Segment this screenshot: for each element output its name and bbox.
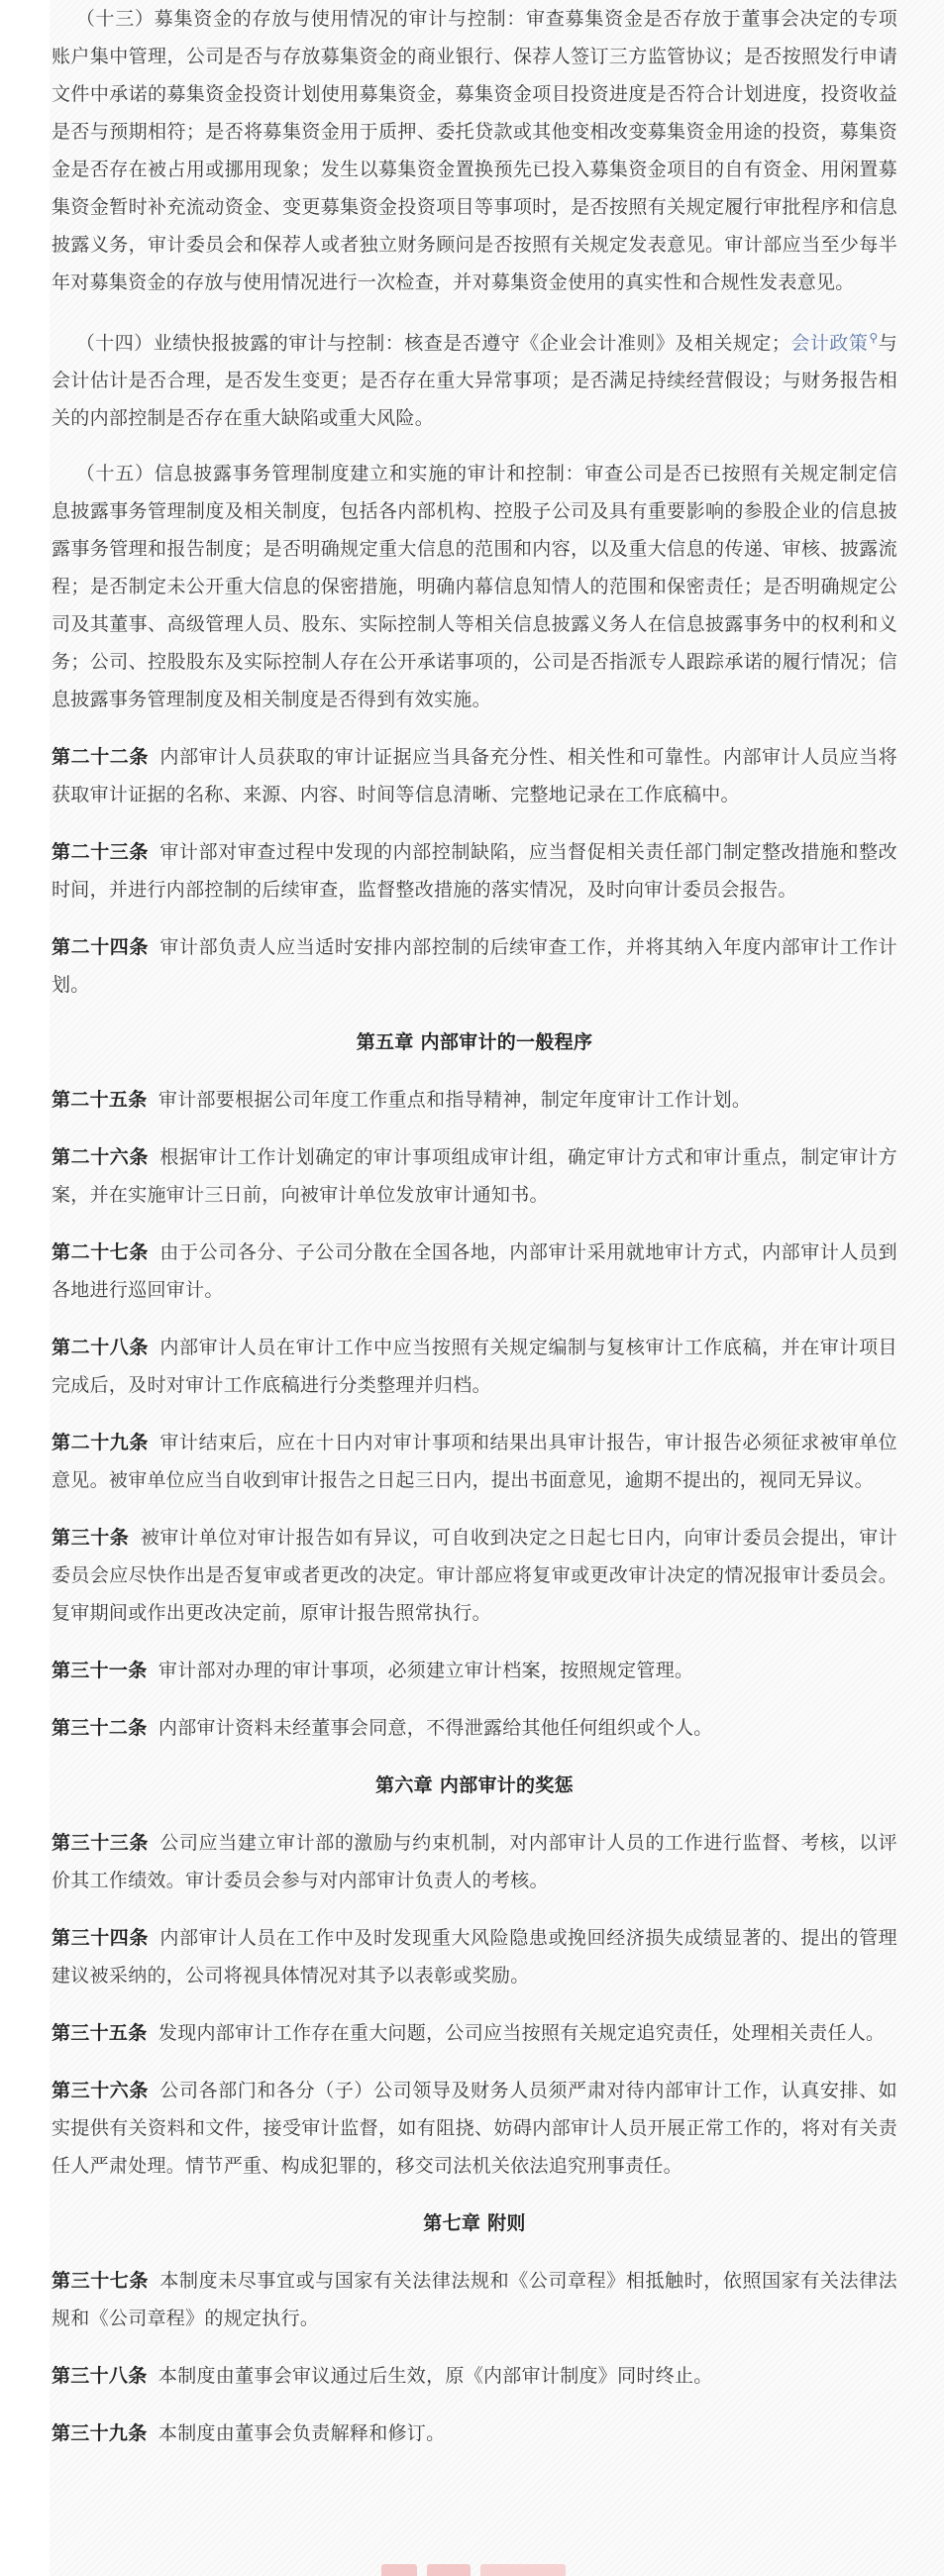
article-text: 审计部对办理的审计事项，必须建立审计档案，按照规定管理。 — [157, 1660, 694, 1682]
search-icon[interactable]: ⚲ — [869, 331, 879, 345]
article-text: 内部审计人员获取的审计证据应当具备充分性、相关性和可靠性。内部审计人员应当将获取审计证据的名称、来源、内容、时间等信息清晰、完整地记录在工作底稿中。 — [52, 746, 897, 806]
article-number: 第三十六条 — [52, 2080, 150, 2102]
article-text: 内部审计资料未经董事会同意，不得泄露给其他任何组织或个人。 — [157, 1717, 713, 1740]
article-text: 审计部负责人应当适时安排内部控制的后续审查工作，并将其纳入年度内部审计工作计划。 — [52, 936, 897, 997]
article-number: 第三十条 — [52, 1527, 130, 1550]
article-number: 第二十八条 — [52, 1337, 150, 1359]
article-22 — [52, 738, 897, 813]
footer-block — [427, 2564, 471, 2576]
article-text: 公司各部门和各分（子）公司领导及财务人员须严肃对待内部审计工作，认真安排、如实提供有关资料和文件，接受审计监督，如有阻挠、妨碍内部审计人员开展正常工作的，将对有关责任人严肃处理。情节严重、构成犯罪的，移交司法机关依法追究刑事责任。 — [52, 2080, 897, 2178]
article-number: 第二十五条 — [52, 1089, 148, 1112]
article-number: 第三十四条 — [52, 1927, 150, 1950]
article-text: 由于公司各分、子公司分散在全国各地，内部审计采用就地审计方式，内部审计人员到各地进行巡回审计。 — [52, 1241, 897, 1302]
article-text: 内部审计人员在工作中及时发现重大风险隐患或挽回经济损失成绩显著的、提出的管理建议被采纳的，公司将视具体情况对其予以表彰或奖励。 — [52, 1927, 897, 1987]
article-27 — [52, 1234, 897, 1309]
chapter-7-heading: 第七章 附则 — [423, 2212, 526, 2235]
article-33 — [52, 1824, 897, 1899]
article-text: 被审计单位对审计报告如有异议，可自收到决定之日起七日内，向审计委员会提出，审计委员会应尽快作出是否复审或者更改的决定。审计部应将复审或更改审计决定的情况报审计委员会。复审期间或作出更改决定前，原审计报告照常执行。 — [52, 1527, 898, 1625]
article-text: 发现内部审计工作存在重大问题，公司应当按照有关规定追究责任，处理相关责任人。 — [157, 2022, 886, 2045]
article-number: 第二十三条 — [52, 841, 150, 864]
article-text: 本制度未尽事宜或与国家有关法律法规和《公司章程》相抵触时，依照国家有关法律法规和《公司章程》的规定执行。 — [52, 2270, 897, 2330]
article-37 — [52, 2262, 897, 2337]
article-39 — [52, 2415, 897, 2452]
article-number: 第二十四条 — [52, 936, 150, 959]
article-text: 本制度由董事会负责解释和修订。 — [157, 2422, 446, 2445]
article-number: 第三十九条 — [52, 2422, 148, 2445]
article-number: 第二十六条 — [52, 1146, 150, 1169]
footer-decoration — [50, 2560, 897, 2576]
article-number: 第三十三条 — [52, 1832, 150, 1855]
article-number: 第三十八条 — [52, 2365, 148, 2388]
chapter-5-heading: 第五章 内部审计的一般程序 — [356, 1031, 593, 1054]
article-text: 审计部对审查过程中发现的内部控制缺陷，应当督促相关责任部门制定整改措施和整改时间，并进行内部控制的后续审查，监督整改措施的落实情况，及时向审计委员会报告。 — [52, 841, 897, 902]
article-26 — [52, 1138, 897, 1214]
article-text: 根据审计工作计划确定的审计事项组成审计组，确定审计方式和审计重点，制定审计方案，并在实施审计三日前，向被审计单位发放审计通知书。 — [52, 1146, 897, 1207]
article-text: 本制度由董事会审议通过后生效，原《内部审计制度》同时终止。 — [157, 2365, 713, 2388]
article-36 — [52, 2072, 897, 2185]
article-number: 第三十五条 — [52, 2022, 148, 2045]
clause-14-text-before: （十四）业绩快报披露的审计与控制：核查是否遵守《企业会计准则》及相关规定； — [75, 332, 791, 355]
article-31 — [52, 1652, 897, 1689]
article-text: 审计结束后，应在十日内对审计事项和结果出具审计报告，审计报告必须征求被审单位意见。被审单位应当自收到审计报告之日起三日内，提出书面意见，逾期不提出的，视同无异议。 — [52, 1432, 897, 1492]
article-number: 第二十九条 — [52, 1432, 150, 1454]
article-24 — [52, 928, 897, 1004]
article-35 — [52, 2014, 897, 2052]
footer-block — [381, 2564, 417, 2576]
clause-14-text-after: 与会计估计是否合理，是否发生变更；是否存在重大异常事项；是否满足持续经营假设；与财务报告相关的内部控制是否存在重大缺陷或重大风险。 — [52, 332, 897, 430]
article-28 — [52, 1329, 897, 1404]
footer-block — [480, 2564, 566, 2576]
clause-14 — [52, 319, 897, 437]
article-38 — [52, 2357, 897, 2395]
article-number: 第二十二条 — [52, 746, 150, 769]
document-page — [50, 0, 944, 2576]
article-25 — [52, 1081, 897, 1119]
article-text: 公司应当建立审计部的激励与约束机制，对内部审计人员的工作进行监督、考核，以评价其工作绩效。审计委员会参与对内部审计负责人的考核。 — [52, 1832, 897, 1892]
article-number: 第三十七条 — [52, 2270, 150, 2293]
article-32 — [52, 1709, 897, 1747]
article-34 — [52, 1919, 897, 1994]
article-text: 内部审计人员在审计工作中应当按照有关规定编制与复核审计工作底稿，并在审计项目完成后，及时对审计工作底稿进行分类整理并归档。 — [52, 1337, 897, 1397]
article-23 — [52, 833, 897, 909]
article-29 — [52, 1424, 897, 1499]
article-number: 第三十二条 — [52, 1717, 148, 1740]
clause-13: （十三）募集资金的存放与使用情况的审计与控制：审查募集资金是否存放于董事会决定的专项账户集中管理，公司是否与存放募集资金的商业银行、保荐人签订三方监管协议；是否按照发行申请文件中承诺的募集资金投资计划使用募集资金，募集资金项目投资进度是否符合计划进度，投资收益是否与预期相符；是否将募集资金用于质押、委托贷款或其他变相改变募集资金用途的投资，募集资金是否存在被占用或挪用现象；发生以募集资金置换预先已投入募集资金项目的自有资金、用闲置募集资金暂时补充流动资金、变更募集资金投资项目等事项时，是否按照有关规定履行审批程序和信息披露义务，审计委员会和保荐人或者独立财务顾问是否按照有关规定发表意见。审计部应当至少每半年对募集资金的存放与使用情况进行一次检查，并对募集资金使用的真实性和合规性发表意见。 — [52, 8, 897, 293]
accounting-policy-link[interactable]: 会计政策 — [790, 332, 869, 355]
clause-15: （十五）信息披露事务管理制度建立和实施的审计和控制：审查公司是否已按照有关规定制定信息披露事务管理制度及相关制度，包括各内部机构、控股子公司及具有重要影响的参股企业的信息披露事务管理和报告制度；是否明确规定重大信息的范围和内容，以及重大信息的传递、审核、披露流程；是否制定未公开重大信息的保密措施，明确内幕信息知情人的范围和保密责任；是否明确规定公司及其董事、高级管理人员、股东、实际控制人等相关信息披露义务人在信息披露事务中的权利和义务；公司、控股股东及实际控制人存在公开承诺事项的，公司是否指派专人跟踪承诺的履行情况；信息披露事务管理制度及相关制度是否得到有效实施。 — [52, 463, 897, 711]
article-text: 审计部要根据公司年度工作重点和指导精神，制定年度审计工作计划。 — [157, 1089, 752, 1112]
article-number: 第三十一条 — [52, 1660, 148, 1682]
article-number: 第二十七条 — [52, 1241, 150, 1264]
chapter-6-heading: 第六章 内部审计的奖惩 — [375, 1774, 574, 1797]
article-30 — [52, 1519, 897, 1632]
